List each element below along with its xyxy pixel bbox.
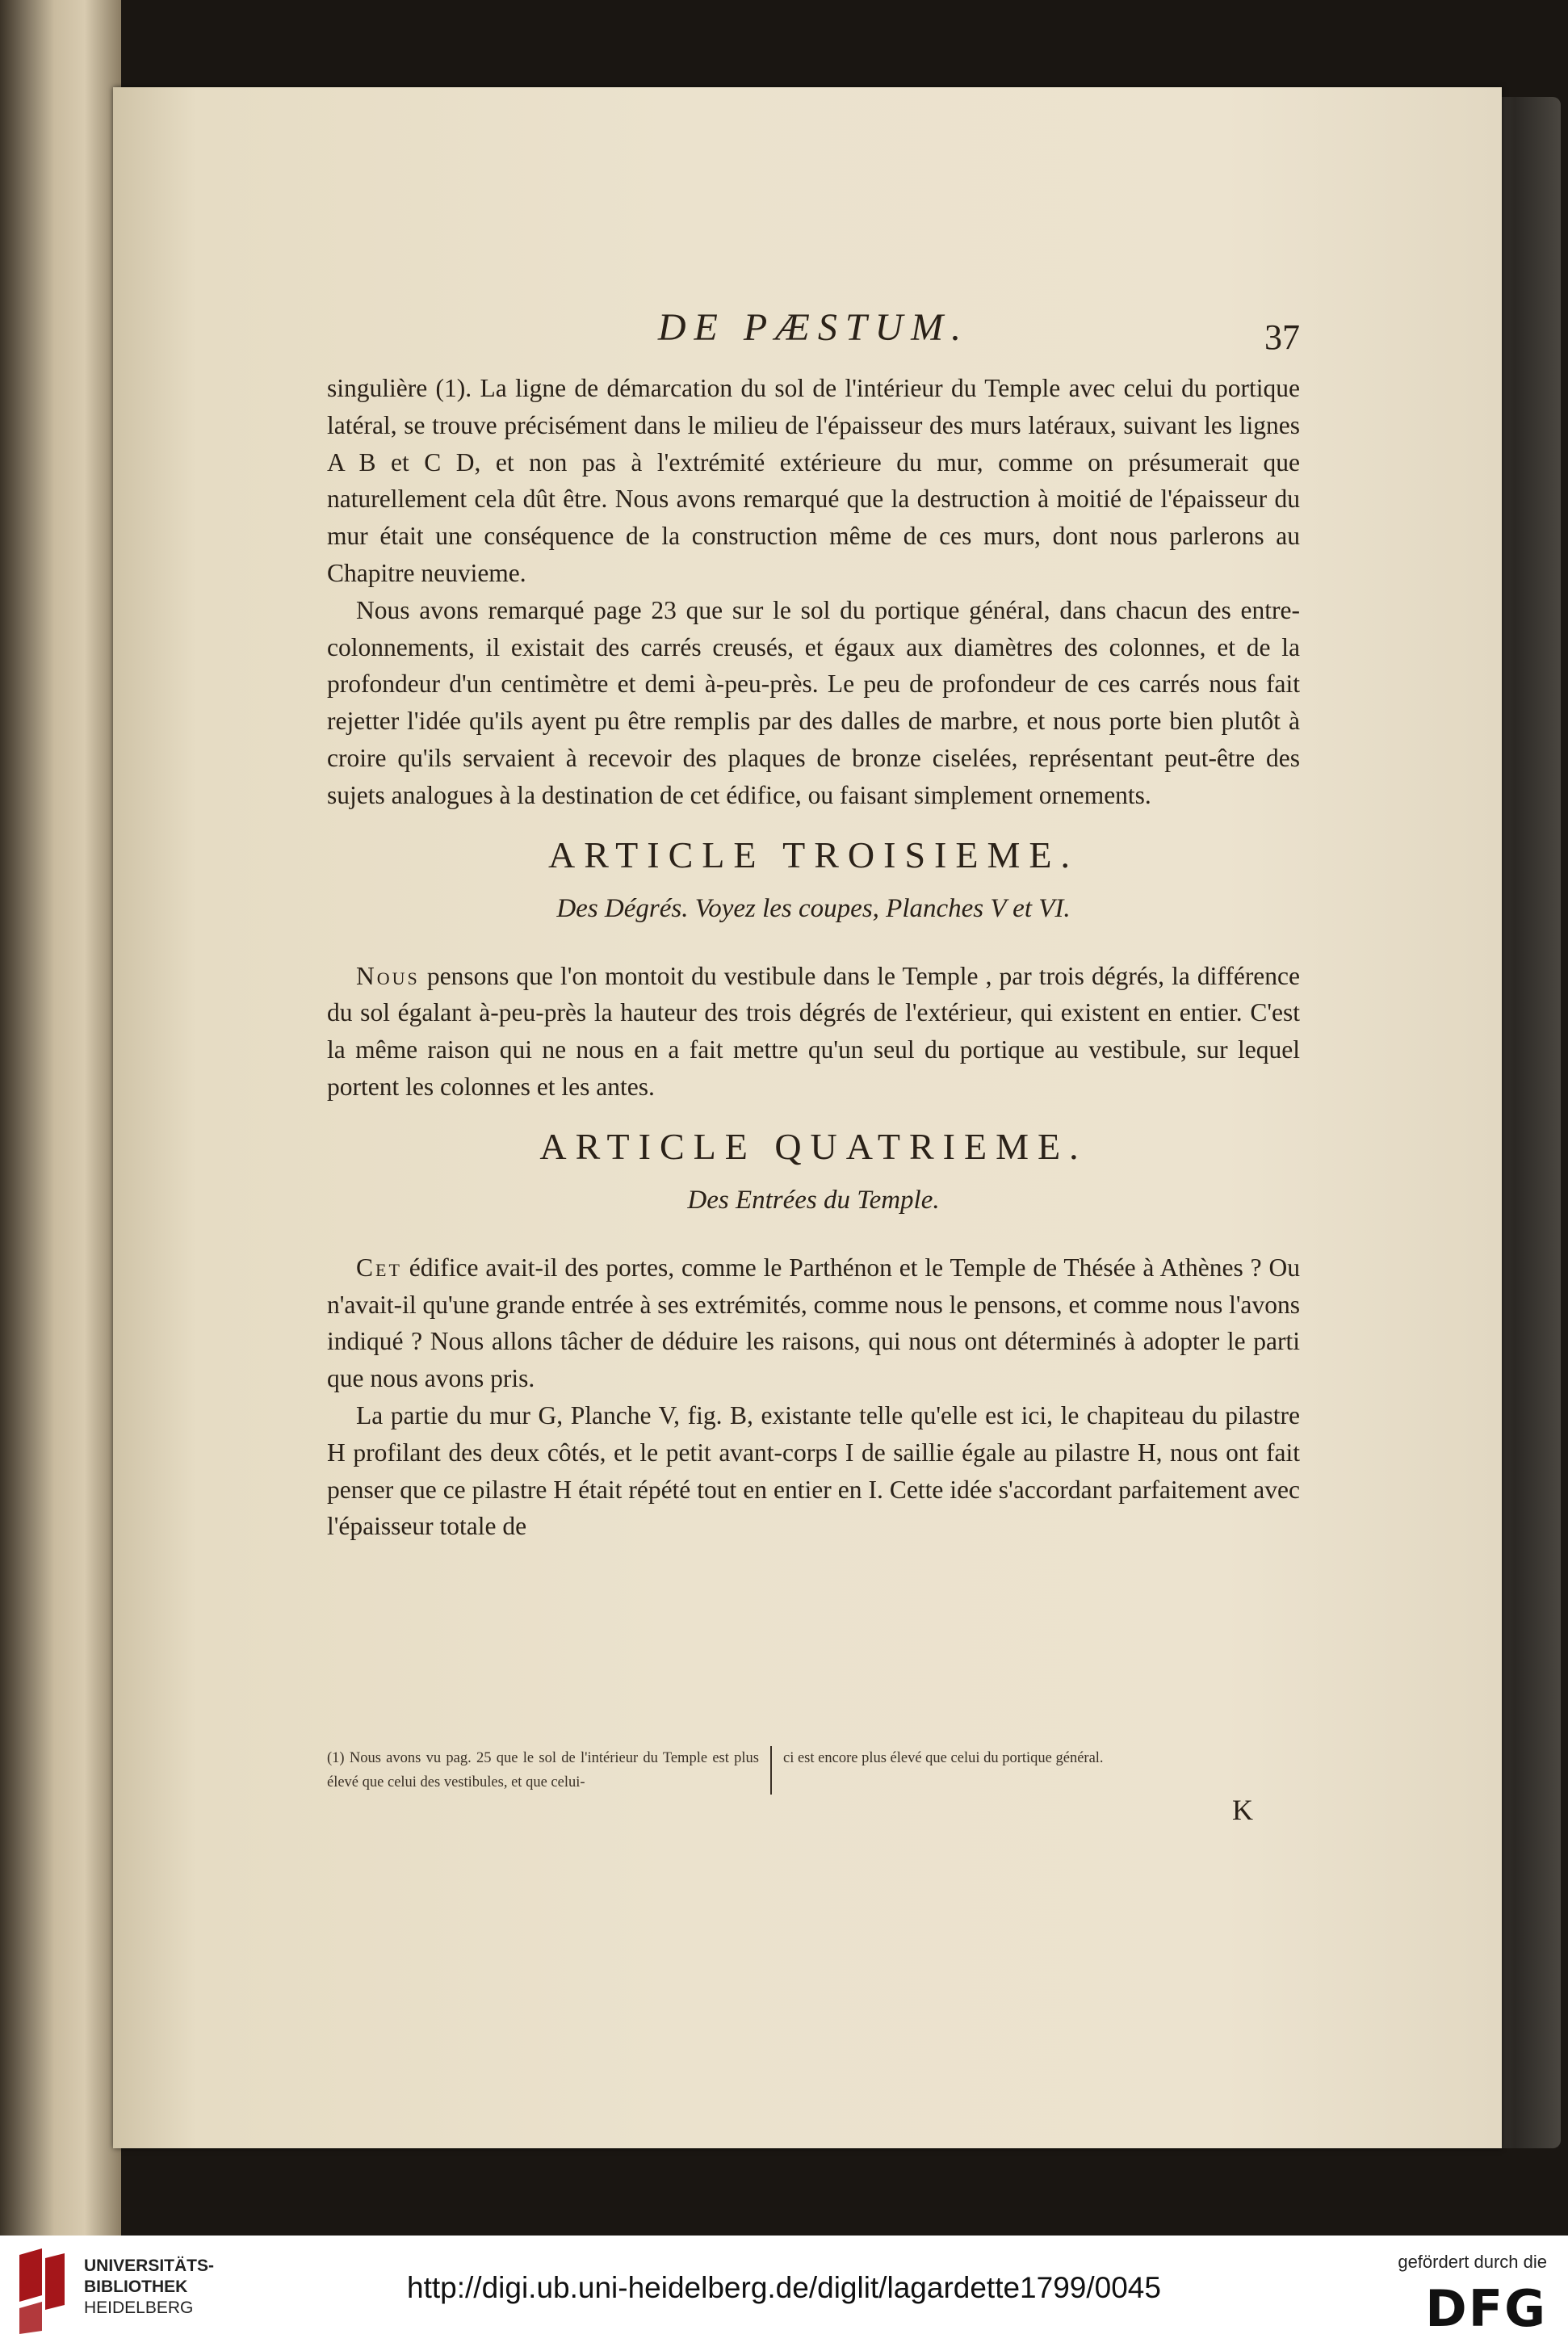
- article-3-heading: ARTICLE TROISIEME.: [548, 833, 1079, 875]
- page-number: 37: [1264, 317, 1300, 357]
- footnote-left: (1) Nous avons vu pag. 25 que le sol de l'intérieur du Temple est plus élevé que celui des vestibules, et que celui-: [327, 1746, 772, 1795]
- dfg-logo: DFG: [1425, 2279, 1547, 2338]
- paragraph: La partie du mur G, Planche V, fig. B, existante telle qu'elle est ici, le chapiteau du pilastre H profilant des deux côtés, et le petit avant-corps I de saillie égale au pilastre H, nous ont fait penser que ce pilastre H était répété tout en entier en I. Cette idée s'accordant parfaitement avec l'épaisseur totale de: [327, 1400, 1300, 1541]
- article-4-heading: ARTICLE QUATRIEME.: [539, 1125, 1088, 1167]
- footnotes: [327, 1746, 1300, 1795]
- footnote-right: ci est encore plus élevé que celui du portique général.: [783, 1750, 1104, 1766]
- paragraph: singulière (1). La ligne de démarcation du sol de l'intérieur du Temple avec celui du portique latéral, se trouve précisément dans le milieu de l'épaisseur des murs latéraux, suivant les lignes A B et C D, et non pas à l'extrémité extérieure du mur, comme on présumerait que naturellement cela dût être. Nous avons remarqué que la destruction à moitié de l'épaisseur du mur était une conséquence de la construction même de ces murs, dont nous parlerons au Chapitre neuvieme.: [327, 374, 1300, 587]
- running-head: DE PÆSTUM.: [657, 306, 970, 349]
- article-3-subtitle: Des Dégrés. Voyez les coupes, Planches V et VI.: [556, 893, 1071, 923]
- paragraph: [327, 958, 1300, 1106]
- permalink-url[interactable]: http://digi.ub.uni-heidelberg.de/diglit/lagardette1799/0045: [407, 2271, 1161, 2304]
- library-line-2: BIBLIOTHEK: [84, 2278, 188, 2296]
- page-content: [327, 305, 1300, 1826]
- document-page: [113, 87, 1502, 2148]
- signature-mark: K: [1232, 1794, 1253, 1826]
- paragraph: Nous avons remarqué page 23 que sur le sol du portique général, dans chacun des entre-colonnements, il existait des carrés creusés, et égaux aux diamètres des colonnes, et de la profondeur d'un centimètre et demi à-peu-près. Le peu de profondeur de ces carrés nous fait rejetter l'idée qu'ils ayent pu être remplis par des dalles de marbre, et nous porte bien plutôt à croire qu'ils servaient à recevoir des plaques de bronze ciselées, représentant peut-être des sujets analogues à la destination de cet édifice, ou faisant simplement ornements.: [327, 595, 1300, 809]
- left-page-edge: [0, 0, 121, 2236]
- paragraph: [327, 1249, 1300, 1397]
- library-line-1: UNIVERSITÄTS-: [84, 2257, 215, 2275]
- lead-word: Cet: [356, 1253, 402, 1282]
- article-4-subtitle: Des Entrées du Temple.: [687, 1185, 940, 1215]
- library-line-3: HEIDELBERG: [84, 2299, 194, 2317]
- funder-label: gefördert durch die: [1398, 2252, 1547, 2272]
- viewer-footer: [0, 2236, 1568, 2351]
- paragraph-text: édifice avait-il des portes, comme le Parthénon et le Temple de Thésée à Athènes ? Ou n'avait-il qu'une grande entrée à ses extrémités, comme nous le pensons, et comme nous l'avons indiqué ? Nous allons tâcher de déduire les raisons, qui nous ont déterminés à adopter le parti que nous avons pris.: [327, 1253, 1300, 1393]
- page-header: [327, 305, 1300, 370]
- lead-word: Nous: [356, 961, 420, 990]
- paragraph-text: pensons que l'on montoit du vestibule dans le Temple , par trois dégrés, la différence du sol égalant à-peu-près la hauteur des trois dégrés de l'extérieur, qui existent en entier. C'est la même raison qui ne nous en a fait mettre qu'un seul du portique au vestibule, sur lequel portent les colonnes et les antes.: [327, 961, 1300, 1101]
